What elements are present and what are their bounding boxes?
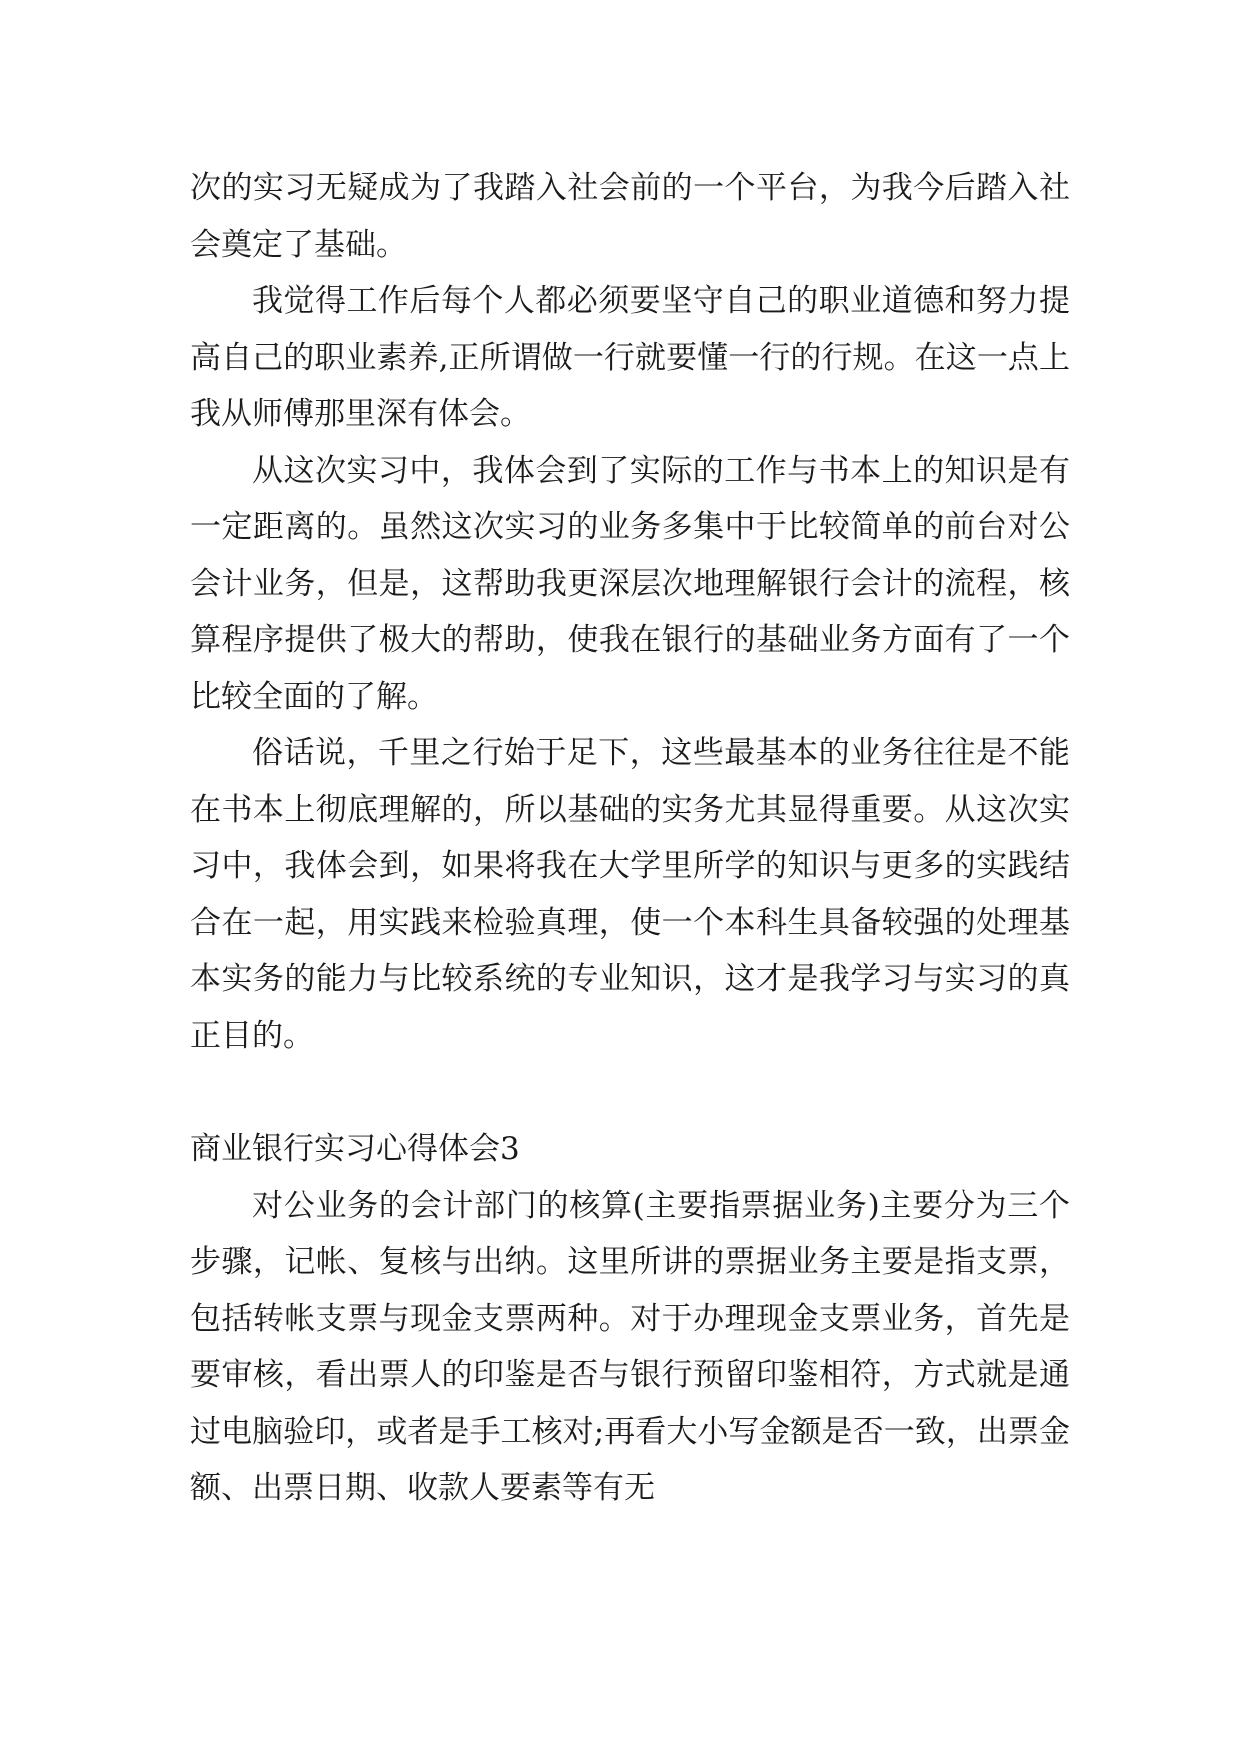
paragraph-corporate-accounting: 对公业务的会计部门的核算(主要指票据业务)主要分为三个步骤，记帐、复核与出纳。这里所讲的票据业务主要是指支票，包括转帐支票与现金支票两种。对于办理现金支票业务，首先是要审核，看出票人的印鉴是否与银行预留印鉴相符，方式就是通过电脑验印，或者是手工核对;再看大小写金额是否一致，出票金额、出票日期、收款人要素等有无 — [190, 1187, 1070, 1506]
document-body — [190, 160, 1070, 1517]
paragraph-professional-ethics: 我觉得工作后每个人都必须要坚守自己的职业道德和努力提高自己的职业素养,正所谓做一行就要懂一行的行规。在这一点上我从师傅那里深有体会。 — [190, 283, 1070, 432]
paragraph-practice-vs-books: 从这次实习中，我体会到了实际的工作与书本上的知识是有一定距离的。虽然这次实习的业务多集中于比较简单的前台对公会计业务，但是，这帮助我更深层次地理解银行会计的流程，核算程序提供了极大的帮助，使我在银行的基础业务方面有了一个比较全面的了解。 — [190, 452, 1070, 715]
section-heading: 商业银行实习心得体会3 — [190, 1131, 520, 1167]
paragraph-continuation: 次的实习无疑成为了我踏入社会前的一个平台，为我今后踏入社会奠定了基础。 — [190, 170, 1070, 263]
paragraph-proverb: 俗话说，千里之行始于足下，这些最基本的业务往往是不能在书本上彻底理解的，所以基础的实务尤其显得重要。从这次实习中，我体会到，如果将我在大学里所学的知识与更多的实践结合在一起，用实践来检验真理，使一个本科生具备较强的处理基本实务的能力与比较系统的专业知识，这才是我学习与实习的真正目的。 — [190, 735, 1070, 1054]
